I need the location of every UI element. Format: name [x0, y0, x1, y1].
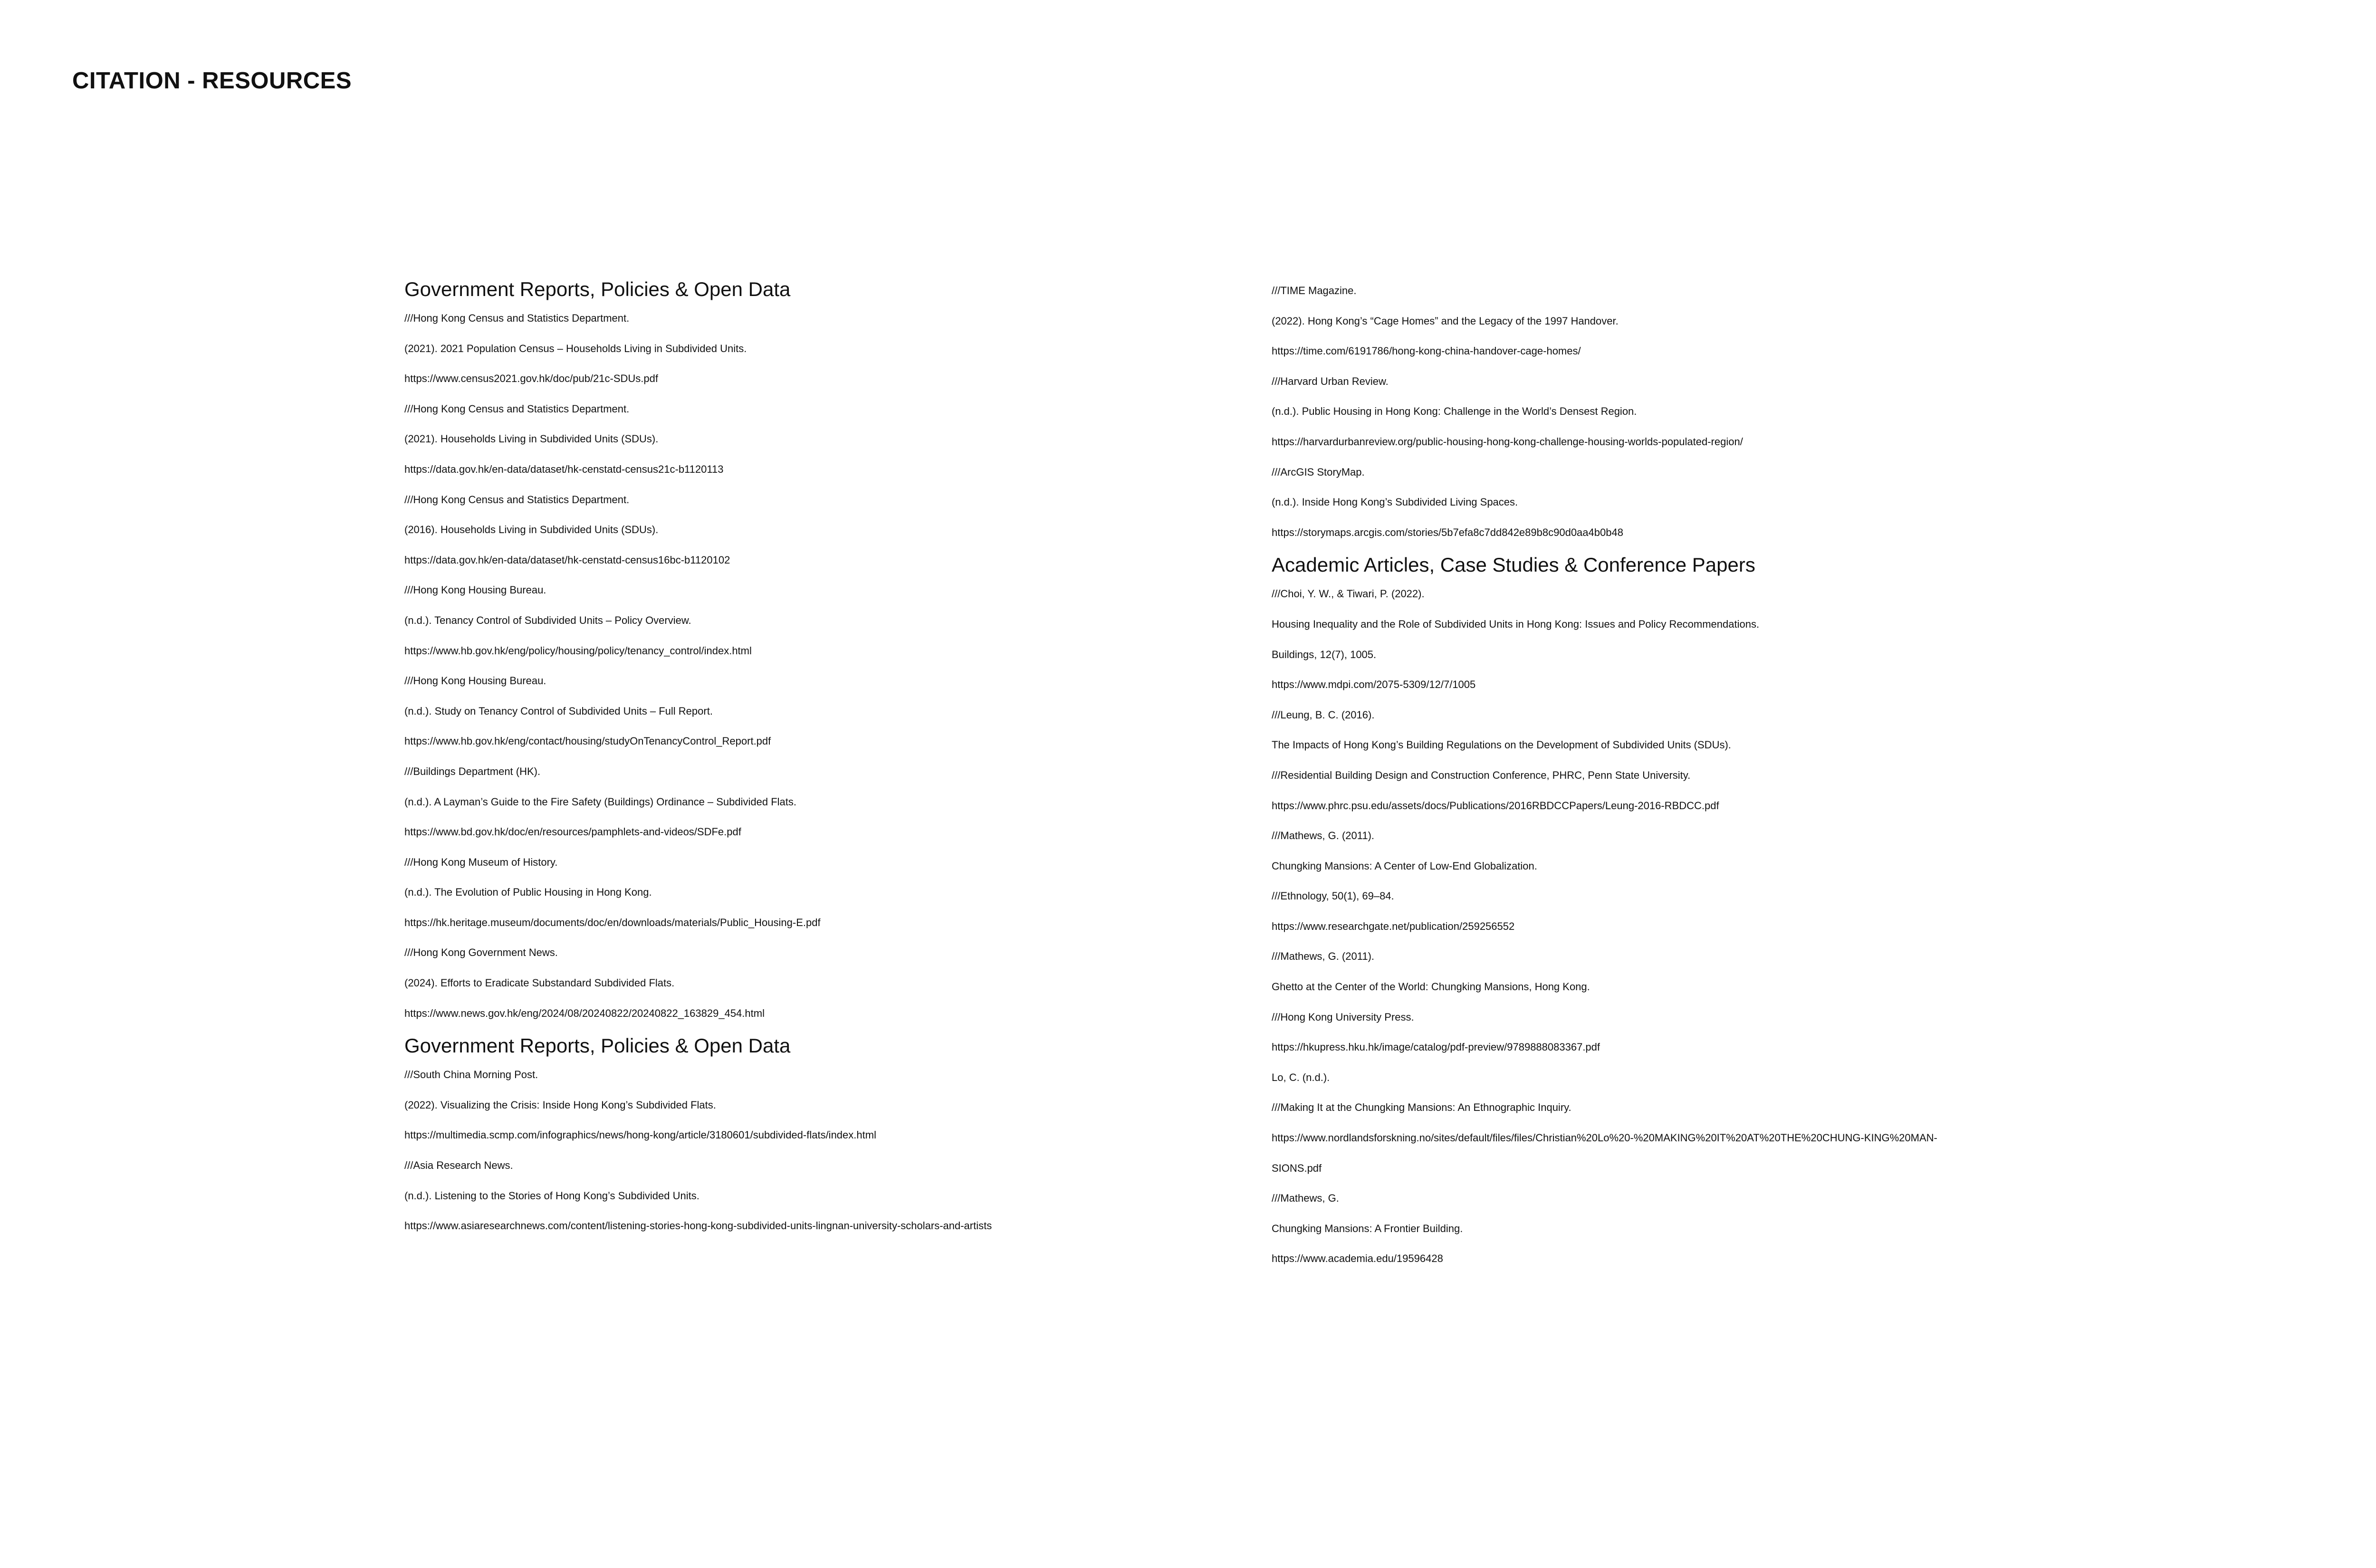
left-column [404, 276, 1241, 1241]
citation-line: Chungking Mansions: A Center of Low-End Globalization. [1272, 860, 1537, 872]
citation-line: (n.d.). Study on Tenancy Control of Subdivided Units – Full Report. [404, 705, 713, 717]
citation-link[interactable]: https://harvardurbanreview.org/public-housing-hong-kong-challenge-housing-worlds-populated-region/ [1272, 435, 1743, 448]
citation-line: ///Mathews, G. (2011). [1272, 950, 1375, 963]
citation-link[interactable]: SIONS.pdf [1272, 1162, 1322, 1174]
citation-link[interactable]: https://www.hb.gov.hk/eng/contact/housing/studyOnTenancyControl_Report.pdf [404, 735, 771, 747]
citation-line: ///Harvard Urban Review. [1272, 375, 1389, 387]
page-title: CITATION - RESOURCES [72, 68, 352, 94]
citation-line: (2021). Households Living in Subdivided Units (SDUs). [404, 433, 659, 445]
section-heading-academic: Academic Articles, Case Studies & Conference Papers [1272, 554, 1755, 576]
citation-line: ///Leung, B. C. (2016). [1272, 708, 1375, 721]
citation-line: (2022). Visualizing the Crisis: Inside Hong Kong’s Subdivided Flats. [404, 1099, 716, 1111]
citation-line: Chungking Mansions: A Frontier Building. [1272, 1222, 1463, 1234]
citation-line: (n.d.). A Layman’s Guide to the Fire Safety (Buildings) Ordinance – Subdivided Flats. [404, 795, 797, 808]
citation-link[interactable]: https://hk.heritage.museum/documents/doc/en/downloads/materials/Public_Housing-E.pdf [404, 916, 821, 928]
citation-line: Lo, C. (n.d.). [1272, 1071, 1330, 1083]
citation-line: ///Mathews, G. [1272, 1192, 1339, 1205]
citation-link[interactable]: https://www.census2021.gov.hk/doc/pub/21c-SDUs.pdf [404, 373, 658, 385]
citation-line: ///Hong Kong Government News. [404, 947, 558, 959]
citation-link[interactable]: https://www.researchgate.net/publication/259256552 [1272, 920, 1515, 932]
citation-link[interactable]: https://data.gov.hk/en-data/dataset/hk-censtatd-census21c-b1120113 [404, 463, 724, 475]
citation-line: ///Hong Kong Census and Statistics Department. [404, 402, 630, 415]
citation-line: ///Hong Kong Housing Bureau. [404, 584, 546, 596]
citation-line: ///Hong Kong University Press. [1272, 1011, 1414, 1023]
citation-line: (n.d.). Listening to the Stories of Hong Kong’s Subdivided Units. [404, 1189, 699, 1202]
citation-link[interactable]: https://www.academia.edu/19596428 [1272, 1252, 1443, 1265]
citation-line: ///ArcGIS StoryMap. [1272, 466, 1365, 478]
citation-link[interactable]: https://www.mdpi.com/2075-5309/12/7/1005 [1272, 679, 1476, 691]
citation-line: (n.d.). The Evolution of Public Housing in Hong Kong. [404, 886, 652, 899]
citation-link[interactable]: https://www.nordlandsforskning.no/sites/default/files/files/Christian%20Lo%20-%20MAKING%20IT%20AT%20THE%20CHUNG-KING%20MAN- [1272, 1132, 1937, 1144]
citation-line: ///Ethnology, 50(1), 69–84. [1272, 890, 1394, 902]
citation-line: ///Choi, Y. W., & Tiwari, P. (2022). [1272, 588, 1425, 600]
citation-link[interactable]: https://time.com/6191786/hong-kong-china-handover-cage-homes/ [1272, 345, 1581, 357]
citation-line: ///Hong Kong Housing Bureau. [404, 675, 546, 687]
citation-line: The Impacts of Hong Kong’s Building Regulations on the Development of Subdivided Units (SDUs). [1272, 739, 1731, 751]
citation-line: ///Buildings Department (HK). [404, 765, 541, 777]
citation-line: ///Hong Kong Census and Statistics Department. [404, 312, 630, 324]
citation-link[interactable]: https://multimedia.scmp.com/infographics/news/hong-kong/article/3180601/subdivided-flats/index.html [404, 1129, 876, 1141]
citation-list-gov-reports [404, 303, 1241, 1028]
citation-line: (n.d.). Public Housing in Hong Kong: Challenge in the World’s Densest Region. [1272, 405, 1637, 418]
section-heading-media: Government Reports, Policies & Open Data [404, 1034, 791, 1057]
citation-link[interactable]: https://hkupress.hku.hk/image/catalog/pdf-preview/9789888083367.pdf [1272, 1041, 1600, 1053]
citation-line: Buildings, 12(7), 1005. [1272, 648, 1377, 660]
citation-list-media [404, 1060, 1241, 1241]
citation-link[interactable]: https://www.asiaresearchnews.com/content/listening-stories-hong-kong-subdivided-units-lingnan-university-scholars-and-artists [404, 1220, 992, 1232]
right-column [1272, 276, 2376, 1274]
citation-link[interactable]: https://www.bd.gov.hk/doc/en/resources/pamphlets-and-videos/SDFe.pdf [404, 826, 741, 838]
citation-link[interactable]: https://www.phrc.psu.edu/assets/docs/Publications/2016RBDCCPapers/Leung-2016-RBDCC.pdf [1272, 799, 1719, 812]
citation-line: ///Hong Kong Museum of History. [404, 856, 558, 868]
citation-line: ///TIME Magazine. [1272, 285, 1357, 296]
citation-link[interactable]: https://data.gov.hk/en-data/dataset/hk-censtatd-census16bc-b1120102 [404, 554, 730, 566]
citation-line: (2022). Hong Kong’s “Cage Homes” and the Legacy of the 1997 Handover. [1272, 315, 1619, 327]
citation-line: (n.d.). Tenancy Control of Subdivided Units – Policy Overview. [404, 614, 691, 626]
citation-line: ///Residential Building Design and Construction Conference, PHRC, Penn State University. [1272, 769, 1691, 781]
citation-line: (n.d.). Inside Hong Kong’s Subdivided Living Spaces. [1272, 496, 1518, 508]
citation-line: Housing Inequality and the Role of Subdivided Units in Hong Kong: Issues and Policy Recommendations. [1272, 618, 1760, 630]
citation-line: (2016). Households Living in Subdivided Units (SDUs). [404, 524, 659, 536]
citation-link[interactable]: https://www.hb.gov.hk/eng/policy/housing/policy/tenancy_control/index.html [404, 644, 752, 657]
citation-list-academic [1272, 579, 2376, 1274]
citation-line: (2021). 2021 Population Census – Households Living in Subdivided Units. [404, 342, 747, 354]
citation-line: ///Asia Research News. [404, 1159, 513, 1172]
citation-list-intro [1272, 276, 2376, 547]
citation-line: ///South China Morning Post. [404, 1069, 538, 1081]
citation-link[interactable]: https://www.news.gov.hk/eng/2024/08/20240822/20240822_163829_454.html [404, 1007, 765, 1019]
citation-link[interactable]: https://storymaps.arcgis.com/stories/5b7efa8c7dd842e89b8c90d0aa4b0b48 [1272, 526, 1623, 538]
citation-line: ///Mathews, G. (2011). [1272, 830, 1375, 842]
section-heading-gov-reports: Government Reports, Policies & Open Data [404, 278, 791, 300]
citation-line: ///Hong Kong Census and Statistics Department. [404, 493, 630, 506]
citation-line: ///Making It at the Chungking Mansions: An Ethnographic Inquiry. [1272, 1101, 1571, 1114]
citation-line: (2024). Efforts to Eradicate Substandard Subdivided Flats. [404, 977, 675, 989]
citation-line: Ghetto at the Center of the World: Chungking Mansions, Hong Kong. [1272, 981, 1590, 993]
